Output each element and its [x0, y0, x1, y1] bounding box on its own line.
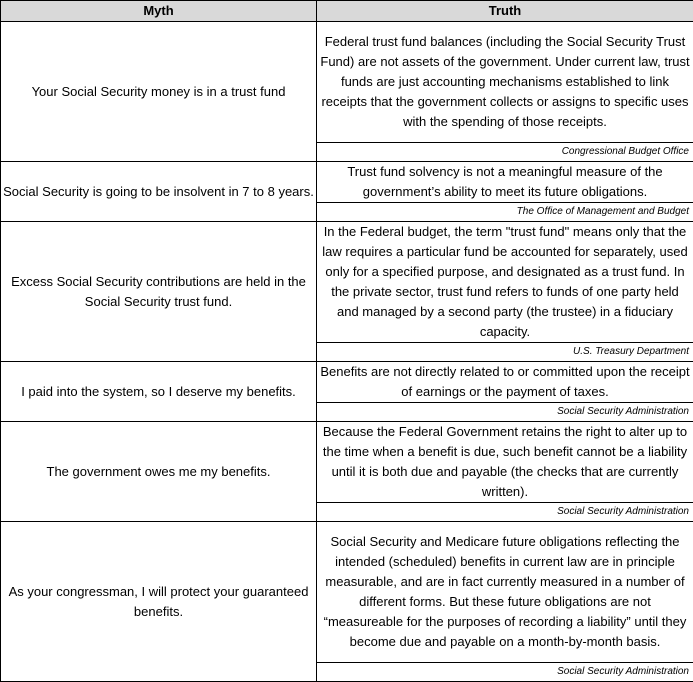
truth-cell: Social Security and Medicare future obligations reflecting the intended (scheduled) benefits in current law are in principle measurable, and are in fact currently measured in a number of different forms. But these future obligations are not “measureable for the purposes of recording a liability” until they become due and payable on a month-by-month basis. — [317, 522, 693, 663]
truth-column-header: Truth — [317, 1, 693, 22]
table-row — [1, 362, 693, 403]
truth-cell: In the Federal budget, the term "trust fund" means only that the law requires a particular fund be accounted for separately, used only for a specified purpose, and designated as a trust fund. In the private sector, trust fund refers to funds of one party held and managed by a second party (the trustee) in a fiduciary capacity. — [317, 222, 693, 343]
source-cell: Social Security Administration — [317, 403, 693, 422]
table-row — [1, 422, 693, 503]
header-row — [1, 1, 693, 22]
truth-cell: Benefits are not directly related to or committed upon the receipt of earnings or the payment of taxes. — [317, 362, 693, 403]
myth-cell: Your Social Security money is in a trust fund — [1, 22, 317, 162]
table-row — [1, 22, 693, 143]
table-row — [1, 162, 693, 203]
table-row — [1, 222, 693, 343]
table-row — [1, 522, 693, 663]
source-cell: Congressional Budget Office — [317, 143, 693, 162]
myth-cell: Social Security is going to be insolvent in 7 to 8 years. — [1, 162, 317, 222]
source-cell: Social Security Administration — [317, 663, 693, 682]
truth-cell: Trust fund solvency is not a meaningful measure of the government’s ability to meet its future obligations. — [317, 162, 693, 203]
myth-column-header: Myth — [1, 1, 317, 22]
truth-cell: Federal trust fund balances (including the Social Security Trust Fund) are not assets of the government. Under current law, trust funds are just accounting mechanisms established to link receipts that the government collects or assigns to specific uses with the spending of those receipts. — [317, 22, 693, 143]
source-cell: Social Security Administration — [317, 503, 693, 522]
myth-cell: The government owes me my benefits. — [1, 422, 317, 522]
source-cell: U.S. Treasury Department — [317, 343, 693, 362]
myth-cell: I paid into the system, so I deserve my benefits. — [1, 362, 317, 422]
myth-cell: Excess Social Security contributions are held in the Social Security trust fund. — [1, 222, 317, 362]
truth-cell: Because the Federal Government retains the right to alter up to the time when a benefit is due, such benefit cannot be a liability until it is both due and payable (the checks that are currently written). — [317, 422, 693, 503]
source-cell: The Office of Management and Budget — [317, 203, 693, 222]
myth-cell: As your congressman, I will protect your guaranteed benefits. — [1, 522, 317, 682]
